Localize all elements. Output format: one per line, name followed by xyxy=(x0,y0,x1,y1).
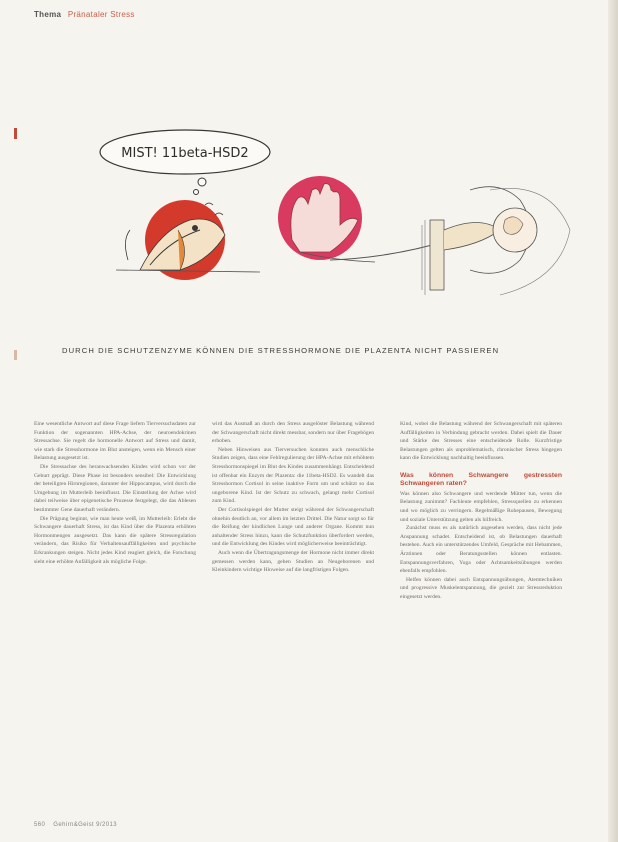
page-number: 560 xyxy=(34,822,46,828)
magazine-issue: Gehirn&Geist 9/2013 xyxy=(53,822,117,828)
page-edge-shadow xyxy=(608,0,618,842)
page-footer xyxy=(34,822,117,828)
paragraph: Kind, wobei die Belastung während der Schwangerschaft mit späteren Auffälligkeiten in Verbindung gebracht werden. Dabei spielt die Dauer und Stärke des Stresses eine entscheidende Rolle. Kurzfristige Belastungen gelten als unproblematisch, chronischer Stress hingegen kann die Entwicklung nachhaltig beeinflussen. xyxy=(400,421,562,462)
paragraph: Eine wesentliche Antwort auf diese Frage liefern Tierversuchsdaten zur Funktion der sogenannten HPA-Achse, der neuroendokrinen Stressachse. Sie regelt die hormonelle Antwort auf Stress und damit, wie stark die Stresshormone im Blut ansteigen, wenn ein Mensch einer Belastung ausgesetzt ist. xyxy=(34,421,196,462)
speech-bubble xyxy=(100,130,270,195)
paragraph: Helfen können dabei auch Entspannungsübungen, Atemtechniken und progressive Muskelentspannung, die gezielt zur Stressreduktion eingesetzt werden. xyxy=(400,576,562,600)
paragraph: Die Prägung beginnt, wie man heute weiß, im Mutterleib: Erlebt die Schwangere dauerhaft Stress, ist das Kind über die Plazenta erhöhten Hormonmengen ausgesetzt. Das kann die spätere Stressregulation verändern, das Risiko für Verhaltensauffälligkeiten und psychische Erkrankungen steigen. Nicht jedes Kind reagiert gleich, die Forschung sieht eine erhöhte Anfälligkeit als mögliche Folge. xyxy=(34,515,196,565)
margin-marker xyxy=(14,128,17,139)
running-header xyxy=(34,10,135,19)
paragraph: wird das Ausmaß an durch den Stress ausgelöster Belastung während der Schwangerschaft nicht direkt messbar, sondern nur über Fragebögen erhoben. xyxy=(212,421,374,445)
speech-bubble-text: MIST! 11beta-HSD2 xyxy=(121,146,249,161)
text-column-3 xyxy=(400,420,562,815)
figure-caption: DURCH DIE SCHUTZENZYME KÖNNEN DIE STRESSHORMONE DIE PLAZENTA NICHT PASSIEREN xyxy=(62,346,500,355)
text-column-2 xyxy=(212,420,374,815)
paragraph: Die Stressachse des heranwachsenden Kindes wird schon vor der Geburt geprägt. Diese Phase ist besonders sensibel: Die Entwicklung der beteiligten Hirnregionen, darunter der Hippocampus, wird durch die Umgebung im Mutterleib beeinflusst. Die Einstellung der Achse wird dabei teilweise über epigenetische Prozesse festgelegt, die das Ablesen bestimmter Gene dauerhaft verändern. xyxy=(34,463,196,513)
section-subheading: Was können Schwangere gestressten Schwangeren raten? xyxy=(400,471,562,488)
stress-hormone-figure xyxy=(116,200,260,280)
topic-label: Pränataler Stress xyxy=(67,10,135,19)
paragraph: Was können also Schwangere und werdende Mütter tun, wenn die Belastung zunimmt? Fachleute empfehlen, Stressquellen zu erkennen und wo möglich zu verringern. Regelmäßige Ruhepausen, Bewegung und soziale Unterstützung gelten als hilfreich. xyxy=(400,490,562,523)
illustration xyxy=(30,120,590,320)
section-label: Thema xyxy=(34,10,62,19)
margin-marker xyxy=(14,350,17,360)
paragraph: Der Cortisolspiegel der Mutter steigt während der Schwangerschaft ohnehin deutlich an, vor allem im letzten Drittel. Die Natur sorgt so für die Reifung der kindlichen Lunge und anderer Organe. Kommt nun anhaltender Stress hinzu, kann die Schutzfunktion überfordert werden, und die Entwicklung des Kindes wird möglicherweise beeinträchtigt. xyxy=(212,506,374,548)
paragraph: Neben Hinweisen aus Tierversuchen konnten auch menschliche Studien zeigen, dass eine Fehlregulierung der HPA-Achse mit erhöhtem Stresshormonspiegel im Blut des Kindes zusammenhängt. Entscheidend ist offenbar ein Enzym der Plazenta: die 11beta-HSD2. Es wandelt das Stresshormon Cortisol in seine inaktive Form um und schützt so das ungeborene Kind. Ist der Schutz zu schwach, gelangt mehr Cortisol zum Kind. xyxy=(212,446,374,505)
paragraph: Auch wenn die Übertragungsmenge der Hormone nicht immer direkt gemessen werden kann, geben Studien an Neugeborenen und Kleinkindern wichtige Hinweise auf die langfristigen Folgen. xyxy=(212,549,374,574)
paragraph: Zunächst muss es als natürlich angesehen werden, dass nicht jede Anspannung schadet. Entscheidend ist, ob Belastungen dauerhaft bestehen. Auch ein unterstützendes Umfeld, Gespräche mit Hebammen, Ärztinnen oder Beratungsstellen können entlasten. Entspannungsverfahren, Yoga oder Achtsamkeitsübungen werden ebenfalls empfohlen. xyxy=(400,525,562,575)
text-column-1 xyxy=(34,420,196,815)
enzyme-hand xyxy=(278,176,375,262)
placenta-drawing xyxy=(330,187,570,295)
